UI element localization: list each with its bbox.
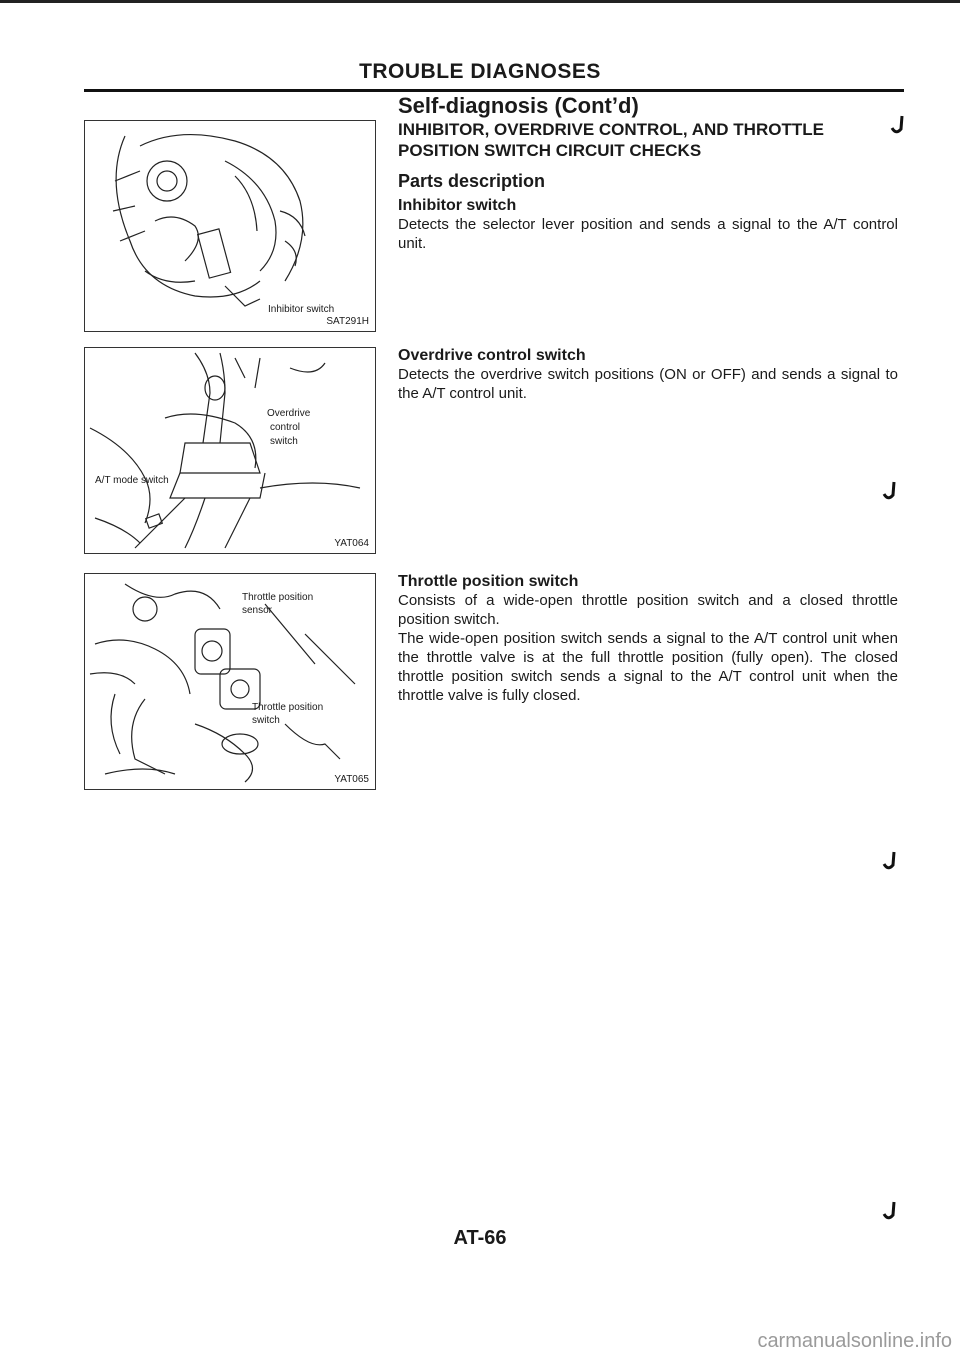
transmission-drawing [85, 121, 375, 331]
throttle-body-drawing [85, 574, 375, 789]
overdrive-switch-title: Overdrive control switch [398, 347, 586, 364]
figure-label: sensor [242, 605, 273, 616]
figure-code: YAT065 [334, 774, 369, 785]
figure-inhibitor-switch [84, 120, 376, 332]
revision-tick-icon [890, 114, 904, 136]
parts-description-title: Parts description [398, 171, 546, 191]
figure-label: Inhibitor switch [268, 304, 335, 315]
figure-label: Overdrive [267, 408, 311, 419]
top-border [0, 0, 960, 3]
figure-label: switch [270, 436, 298, 447]
revision-tick-icon [882, 850, 896, 872]
figure-throttle-switch [84, 573, 376, 790]
figure-code: SAT291H [326, 316, 369, 327]
throttle-switch-text-2: The wide-open position switch sends a signal to the A/T control unit when the throttle valve is at the full throttle position (fully open). The closed throttle position switch sends a signal to the A/T control unit when the throttle valve is fully closed. [398, 630, 898, 704]
figure-label: A/T mode switch [95, 475, 169, 486]
header-rule [84, 89, 904, 92]
figure-overdrive-switch [84, 347, 376, 554]
throttle-switch-block [398, 572, 898, 705]
revision-tick-icon [882, 480, 896, 502]
figure-label: Throttle position [252, 702, 324, 713]
figure-code: YAT064 [334, 538, 369, 549]
overdrive-switch-block [398, 346, 898, 403]
check-heading [398, 119, 898, 161]
inhibitor-switch-text: Detects the selector lever position and sends a signal to the A/T control unit. [398, 216, 898, 252]
inhibitor-switch-title: Inhibitor switch [398, 197, 517, 214]
check-heading-line-2: POSITION SWITCH CIRCUIT CHECKS [398, 141, 702, 160]
section-title: Self-diagnosis (Cont’d) [398, 93, 639, 118]
figure-label: Throttle position [242, 592, 314, 603]
throttle-switch-title: Throttle position switch [398, 573, 579, 590]
shifter-drawing [85, 348, 375, 553]
page-header-title: TROUBLE DIAGNOSES [359, 60, 601, 83]
throttle-switch-text-1: Consists of a wide-open throttle position switch and a closed throttle position switch. [398, 592, 898, 628]
figure-label: switch [252, 715, 280, 726]
revision-tick-icon [882, 1200, 896, 1222]
watermark-text: carmanualsonline.info [757, 1330, 952, 1352]
page-number: AT-66 [453, 1227, 507, 1249]
check-heading-line-1: INHIBITOR, OVERDRIVE CONTROL, AND THROTTLE [398, 120, 824, 139]
overdrive-switch-text: Detects the overdrive switch positions (ON or OFF) and sends a signal to the A/T control unit. [398, 366, 898, 402]
figure-label: control [270, 422, 301, 433]
inhibitor-switch-block [398, 196, 898, 253]
